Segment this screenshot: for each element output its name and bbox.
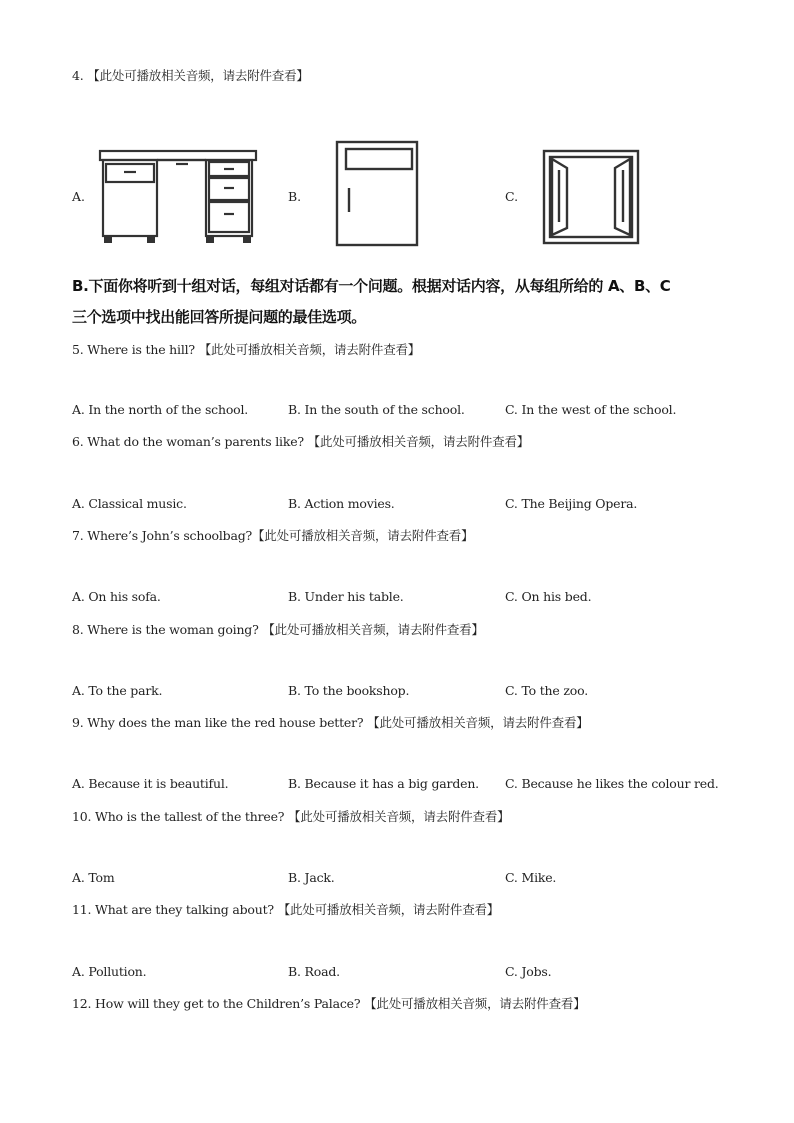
question-4-text: 4. 【此处可播放相关音频，请去附件查看】: [72, 68, 309, 83]
desk-picture: [98, 148, 258, 246]
q10-option-b: B. Jack.: [288, 870, 335, 885]
q7-option-a: A. On his sofa.: [72, 589, 161, 604]
q7-option-c: C. On his bed.: [505, 589, 592, 604]
q6-option-a: A. Classical music.: [72, 496, 187, 511]
q9-option-a: A. Because it is beautiful.: [72, 776, 229, 791]
q11-option-a: A. Pollution.: [72, 964, 147, 979]
q4-option-a-label: A.: [72, 189, 86, 204]
question-12-text: 12. How will they get to the Children’s Palace? 【此处可播放相关音频，请去附件查看】: [72, 996, 586, 1011]
q7-option-b: B. Under his table.: [288, 589, 404, 604]
q4-option-c-label: C.: [505, 189, 519, 204]
q4-option-b-label: B.: [288, 189, 302, 204]
question-5-text: 5. Where is the hill? 【此处可播放相关音频，请去附件查看】: [72, 342, 421, 357]
q9-option-c: C. Because he likes the colour red.: [505, 776, 719, 791]
question-6-text: 6. What do the woman’s parents like? 【此处可播放相关音频，请去附件查看】: [72, 434, 530, 449]
q9-option-b: B. Because it has a big garden.: [288, 776, 479, 791]
section-b-line-2: 三个选项中找出能回答所提问题的最佳选项。: [72, 308, 367, 326]
q5-option-c: C. In the west of the school.: [505, 402, 677, 417]
q6-option-c: C. The Beijing Opera.: [505, 496, 638, 511]
q10-option-a: A. Tom: [72, 870, 115, 885]
q8-option-c: C. To the zoo.: [505, 683, 588, 698]
q5-option-b: B. In the south of the school.: [288, 402, 465, 417]
wardrobe-picture: [334, 140, 420, 248]
question-11-text: 11. What are they talking about? 【此处可播放相关音频，请去附件查看】: [72, 902, 500, 917]
q6-option-b: B. Action movies.: [288, 496, 395, 511]
section-b-line-1: B.下面你将听到十组对话，每组对话都有一个问题。根据对话内容，从每组所给的 A、B、C: [72, 277, 671, 295]
q11-option-b: B. Road.: [288, 964, 340, 979]
q8-option-a: A. To the park.: [72, 683, 163, 698]
q10-option-c: C. Mike.: [505, 870, 557, 885]
q5-option-a: A. In the north of the school.: [72, 402, 249, 417]
question-7-text: 7. Where’s John’s schoolbag?【此处可播放相关音频，请去附件查看】: [72, 528, 474, 543]
question-9-text: 9. Why does the man like the red house better? 【此处可播放相关音频，请去附件查看】: [72, 715, 589, 730]
question-8-text: 8. Where is the woman going? 【此处可播放相关音频，请去附件查看】: [72, 622, 484, 637]
q11-option-c: C. Jobs.: [505, 964, 552, 979]
question-10-text: 10. Who is the tallest of the three? 【此处可播放相关音频，请去附件查看】: [72, 809, 510, 824]
window-picture: [541, 148, 641, 246]
q8-option-b: B. To the bookshop.: [288, 683, 410, 698]
